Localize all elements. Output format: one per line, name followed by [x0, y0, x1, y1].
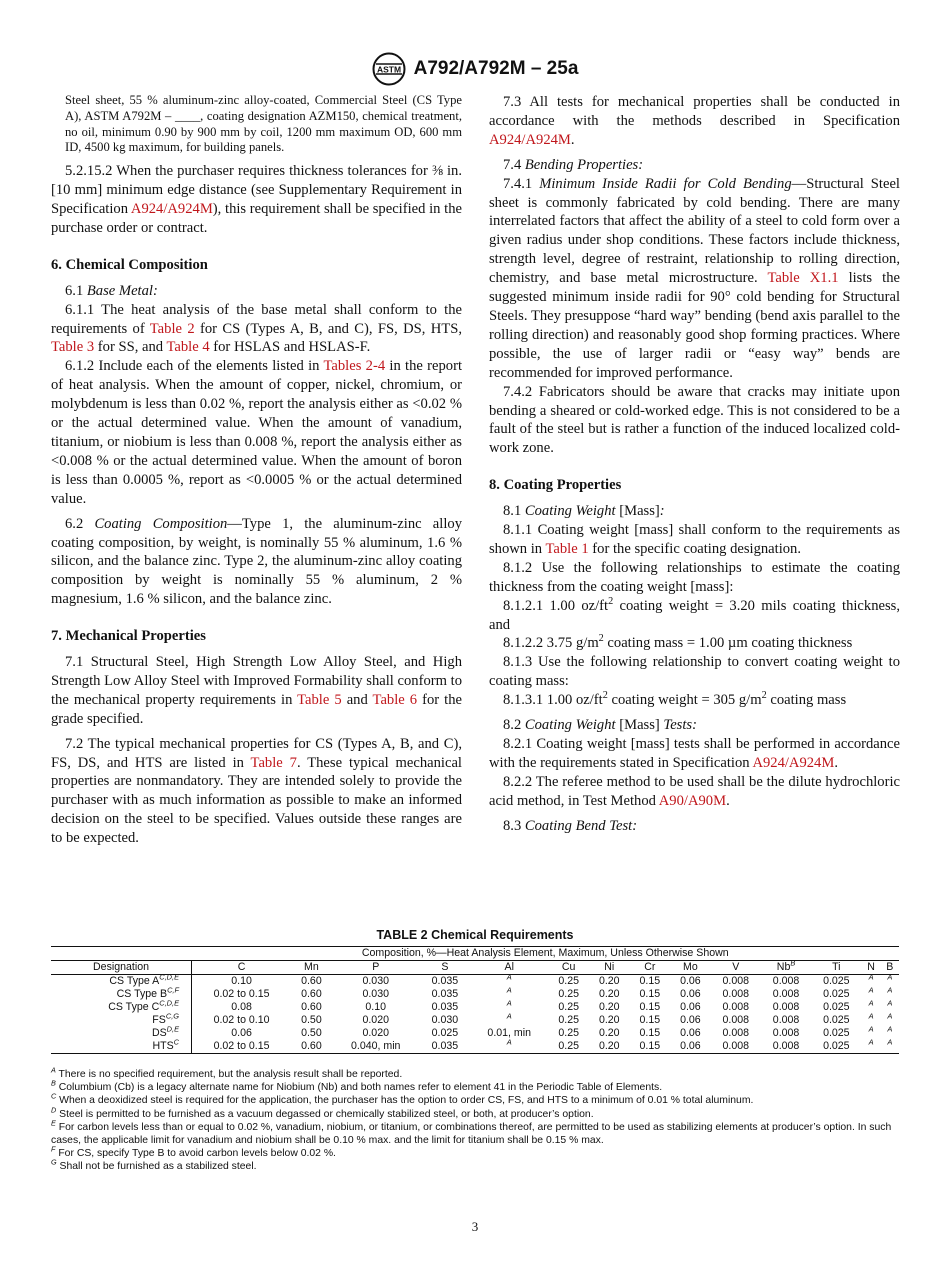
- table-cell: 0.008: [772, 1001, 800, 1013]
- table-cell: A: [868, 972, 874, 982]
- link-table-5[interactable]: Table 5: [297, 691, 342, 708]
- table-corner-cell: [51, 947, 192, 961]
- table-cell: A: [868, 985, 874, 995]
- table-cell: 0.20: [589, 1040, 630, 1054]
- table-cell: 0.60: [301, 988, 322, 1000]
- col-header-p: P: [332, 961, 420, 975]
- table-cell: 0.02 to 0.15: [213, 988, 270, 1000]
- col-header-al: Al: [470, 961, 548, 975]
- table-cell: 0.008: [772, 988, 800, 1000]
- para-6-1-2: 6.1.2 Include each of the elements listed in Tables 2-4 in the report of heat analysis. When the amount of copper, nickel, chromium, or molybdenum is less than 0.02 %, report the analysis either as <0.02 % or the actual determined value. When the amount of vanadium, titanium, or niobium is less than 0.008 %, report the analysis either as <0.008 % or the actual determined value. When the amount of boron is less than 0.0005 %, report as <0.0005 % or the actual determined value.: [51, 358, 462, 507]
- footnote: $^A$ There is no specified requirement, but the analysis result shall be reported.: [51, 1065, 403, 1080]
- row-designation: $FS^{C,G}$: [51, 1014, 192, 1027]
- para-8-1-2-1: 8.1.2.1 1.00 $oz/ft^2$ coating weight = 3.20 mils coating thickness, and: [489, 595, 900, 633]
- para-7-3: 7.3 All tests for mechanical properties shall be conducted in accordance with the methods described in Specification A924/A924M.: [489, 94, 900, 148]
- table-cell: 0.008: [772, 975, 800, 987]
- table-cell: 0.01, min: [487, 1027, 531, 1039]
- table-cell: 0.025: [823, 1027, 850, 1039]
- svg-text:ASTM: ASTM: [376, 64, 401, 75]
- table-cell: A: [506, 1011, 512, 1021]
- col-header-cr: Cr: [630, 961, 671, 975]
- page-number: 3: [471, 1219, 479, 1234]
- para-8-2: 8.2 Coating Weight [Mass] Tests:: [503, 717, 697, 734]
- table-cell: 0.008: [711, 1040, 761, 1054]
- table-cell: 0.25: [558, 1014, 579, 1026]
- section-6-heading: 6. Chemical Composition: [51, 256, 208, 273]
- row-designation: CS Type $B^{C,F}$: [51, 988, 192, 1001]
- table-cell: 0.20: [598, 1014, 620, 1026]
- table-cell: 0.008: [761, 1040, 811, 1054]
- table-cell: 0.025: [811, 1040, 861, 1054]
- para-8-1-2-2: 8.1.2.2 3.75 $g/m^2$ coating mass = 1.00 µm coating thickness: [503, 633, 853, 652]
- para-5-2-15-2: 5.2.15.2 When the purchaser requires thickness tolerances for ⅜ in. [10 mm] minimum edge distance (see Supplementary Requirement in Specification A924/A924M), this requirement shall be specified in the purchase order or contract.: [51, 163, 463, 236]
- row-designation: $DS^{D,E}$: [51, 1027, 192, 1040]
- table-cell: A: [868, 998, 874, 1008]
- table-cell: 0.15: [639, 1001, 661, 1013]
- table-cell: 0.60: [291, 1040, 332, 1054]
- link-table-4[interactable]: Table 4: [166, 339, 210, 356]
- link-a924[interactable]: A924/A924M: [752, 754, 835, 771]
- table-cell: 0.06: [680, 1027, 701, 1039]
- link-a924[interactable]: A924/A924M: [130, 201, 213, 217]
- col-header-n: N: [861, 961, 880, 975]
- table-cell: 0.02 to 0.15: [192, 1040, 292, 1054]
- para-8-2-2: 8.2.2 The referee method to be used shall be the dilute hydrochloric acid method, in Test Method A90/A90M.: [489, 773, 900, 809]
- col-header-mn: Mn: [291, 961, 332, 975]
- table-cell: 0.50: [301, 1027, 322, 1039]
- table-cell: 0.25: [558, 975, 579, 987]
- table-cell: A: [887, 998, 893, 1008]
- table-cell: 0.15: [639, 1014, 661, 1026]
- table-cell: 0.030: [362, 975, 389, 987]
- table-cell: 0.06: [680, 1001, 701, 1013]
- table-cell: 0.008: [772, 1014, 800, 1026]
- table-cell: 0.50: [301, 1014, 322, 1026]
- table-cell: 0.20: [598, 988, 620, 1000]
- table-cell: 0.025: [823, 1001, 850, 1013]
- table-cell: 0.025: [823, 975, 850, 987]
- para-7-1: 7.1 Structural Steel, High Strength Low Alloy Steel, and High Strength Low Alloy Steel with Improved Formability shall conform to the mechanical property requirements in Table 5 and Table 6 for the grade specified.: [51, 654, 462, 727]
- standard-designation: A792/A792M – 25a: [413, 58, 579, 79]
- table-cell: A: [861, 1040, 880, 1054]
- para-8-1: 8.1 Coating Weight [Mass]:: [503, 503, 665, 520]
- section-8-heading: 8. Coating Properties: [489, 477, 622, 494]
- col-header-nb: $Nb^B$: [761, 961, 811, 975]
- table-cell: A: [887, 1024, 893, 1034]
- table-cell: 0.008: [722, 1027, 750, 1039]
- table-cell: 0.08: [231, 1001, 252, 1013]
- col-header-designation: Designation: [51, 961, 192, 975]
- table-cell: 0.15: [630, 1040, 671, 1054]
- link-table-1[interactable]: Table 1: [545, 540, 589, 557]
- table-cell: 0.60: [301, 1001, 322, 1013]
- table-cell: 0.25: [558, 1001, 579, 1013]
- para-6-2: 6.2 Coating Composition—Type 1, the aluminum-zinc alloy coating composition, by weight, is nominally 55 % aluminum, 1.6 % silicon, and the balance zinc. Type 2, the aluminum-zinc alloy coating composition by weight is nominally 55 % aluminum, 2 % magnesium, 1.6 % silicon, and the balance zinc.: [51, 515, 462, 608]
- para-8-1-2: 8.1.2 Use the following relationships to estimate the coating thickness from the coating weight [mass]:: [489, 559, 900, 595]
- table-cell: 0.10: [231, 975, 252, 987]
- table-cell: 0.10: [365, 1001, 387, 1013]
- link-table-3[interactable]: Table 3: [51, 339, 95, 356]
- col-header-cu: Cu: [548, 961, 589, 975]
- table-cell: 0.020: [362, 1014, 389, 1026]
- para-8-2-1: 8.2.1 Coating weight [mass] tests shall be performed in accordance with the requirements stated in Specification A924/A924M.: [489, 736, 900, 771]
- para-8-1-3: 8.1.3 Use the following relationship to convert coating weight to coating mass:: [489, 654, 900, 690]
- table-cell: A: [506, 972, 512, 982]
- table-cell: A: [506, 998, 512, 1008]
- col-header-ni: Ni: [589, 961, 630, 975]
- para-7-4-1: 7.4.1 Minimum Inside Radii for Cold Bending—Structural Steel sheet is commonly fabricated by cold bending. There are many interrelated factors that affect the ability of a steel to cold form over a given radius under shop conditions. These factors include thickness, strength level, degree of restraint, relationship to rolling direction, chemistry, and base metal microstructure. Table X1.1 lists the suggested minimum inside radii for 90° cold bending for Structural Steels. They presuppose “hard way” bending (bend axis parallel to the rolling direction) and reasonably good shop forming practices. Where possible, the use of larger radii or “easy way” bends are recommended for improved performance.: [489, 175, 900, 381]
- table-cell: 0.035: [431, 1001, 459, 1013]
- section-7-heading: 7. Mechanical Properties: [51, 628, 206, 645]
- table-cell: 0.25: [558, 988, 579, 1000]
- para-7-4: 7.4 Bending Properties:: [503, 156, 644, 173]
- col-header-mo: Mo: [670, 961, 711, 975]
- astm-logo-icon: [372, 52, 406, 86]
- table-body: [51, 972, 899, 1054]
- footnote: $^C$ When a deoxidized steel is required for the application, the purchaser has the option to order CS, FS, and HTS to a minimum of 0.01 % total aluminum.: [51, 1091, 754, 1107]
- table-cell: 0.15: [639, 988, 661, 1000]
- table-cell: A: [868, 1024, 874, 1034]
- table-cell: 0.20: [598, 1027, 620, 1039]
- para-8-3: 8.3 Coating Bend Test:: [503, 817, 638, 834]
- footnote: $^D$ Steel is permitted to be furnished as a vacuum degassed or chemically stabilized steel, or both, at producer’s option.: [51, 1105, 594, 1120]
- table-cell: A: [881, 1040, 899, 1054]
- link-table-x1-1[interactable]: Table X1.1: [767, 270, 839, 287]
- row-designation: CS Type $A^{C,D,E}$: [51, 975, 192, 989]
- footnote: $^B$ Columbium (Cb) is a legacy alternate name for Niobium (Nb) and both names refer to element 41 in the Periodic Table of Elements.: [51, 1078, 663, 1094]
- table-cell: 0.06: [231, 1027, 252, 1039]
- table-cell: 0.035: [431, 988, 459, 1000]
- para-6-1: 6.1 Base Metal:: [65, 282, 158, 299]
- para-8-1-3-1: 8.1.3.1 1.00 $oz/ft^2$ coating weight = 305 $g/m^2$ coating mass: [503, 690, 847, 709]
- example-text: Steel sheet, 55 % aluminum-zinc alloy-coated, Commercial Steel (CS Type A), ASTM A792M – ____, coating designation AZM150, chemical treatment, no oil, minimum 0.90 by 900 mm by coil, 1200 mm maximum OD, 600 mm ID, 4500 kg maximum, for building panels.: [65, 93, 462, 155]
- row-designation: CS Type $C^{C,D,E}$: [51, 1001, 192, 1014]
- table-cell: 0.06: [680, 988, 701, 1000]
- table-cell: 0.06: [670, 1040, 711, 1054]
- table-cell: 0.25: [548, 1040, 589, 1054]
- table-cell: 0.035: [420, 1040, 470, 1054]
- footnote: $^E$ For carbon levels less than or equal to 0.02 %, vanadium, niobium, or titanium, or combinations thereof, are permitted to be used as stabilizing elements at producer’s option. In such cases, the applicable limit for vanadium and niobium shall be 0.10 % max. and the limit for titanium shall be 0.15 % max.: [51, 1118, 892, 1147]
- table-cell: 0.06: [680, 975, 701, 987]
- link-table-7[interactable]: Table 7: [250, 754, 297, 771]
- table-cell: 0.008: [722, 1014, 750, 1026]
- row-designation: $HTS^C$: [51, 1040, 192, 1054]
- table-cell: 0.15: [639, 1027, 661, 1039]
- col-header-s: S: [420, 961, 470, 975]
- table-span-header: Composition, %—Heat Analysis Element, Maximum, Unless Otherwise Shown: [192, 947, 899, 961]
- table-cell: 0.030: [362, 988, 389, 1000]
- table-cell: 0.25: [558, 1027, 579, 1039]
- table-cell: 0.025: [823, 1014, 850, 1026]
- table-cell: A: [868, 1011, 874, 1021]
- link-tables-2-4[interactable]: Tables 2-4: [323, 358, 386, 375]
- right-column: [489, 93, 900, 836]
- table-cell: 0.20: [598, 975, 620, 987]
- table-cell: A: [887, 985, 893, 995]
- link-table-2[interactable]: Table 2: [149, 320, 195, 337]
- col-header-v: V: [711, 961, 761, 975]
- table-cell: 0.025: [823, 988, 850, 1000]
- table-cell: 0.008: [722, 1001, 750, 1013]
- table-cell: 0.030: [431, 1014, 459, 1026]
- footnote: $^G$ Shall not be furnished as a stabilized steel.: [51, 1157, 257, 1173]
- table-row: [51, 1040, 899, 1054]
- table-cell: A: [506, 985, 512, 995]
- table-cell: 0.20: [598, 1001, 620, 1013]
- link-a924[interactable]: A924/A924M: [489, 131, 571, 148]
- left-column: [51, 93, 462, 848]
- col-header-ti: Ti: [811, 961, 861, 975]
- table-2-title: TABLE 2 Chemical Requirements: [376, 928, 574, 942]
- chemical-requirements-table: [51, 946, 899, 1054]
- para-7-4-2: 7.4.2 Fabricators should be aware that cracks may initiate upon bending a sheared or cold-worked edge. This is not considered to be a fault of the steel but is rather a function of the induced localized cold-work zone.: [489, 383, 900, 457]
- table-cell: 0.020: [362, 1027, 389, 1039]
- table-cell: 0.15: [639, 975, 661, 987]
- table-cell: 0.008: [722, 975, 750, 987]
- table-footnotes: [51, 1065, 899, 1174]
- link-a90[interactable]: A90/A90M: [658, 792, 727, 809]
- para-7-2: 7.2 The typical mechanical properties for CS (Types A, B, and C), FS, DS, and HTS are listed in Table 7. These typical mechanical properties are nonmandatory. They are intended solely to provide the purchaser with as much information as possible to make an informed decision on the steel to be specified. Values outside these ranges are to be expected.: [51, 735, 462, 847]
- table-cell: 0.040, min: [332, 1040, 420, 1054]
- table-cell: 0.60: [301, 975, 322, 987]
- table-cell: A: [470, 1040, 548, 1054]
- footnote: $^F$ For CS, specify Type B to avoid carbon levels below 0.02 %.: [51, 1144, 336, 1160]
- table-cell: 0.035: [431, 975, 459, 987]
- table-cell: 0.008: [722, 988, 750, 1000]
- table-cell: 0.025: [431, 1027, 459, 1039]
- table-cell: 0.008: [772, 1027, 800, 1039]
- table-cell: A: [887, 972, 893, 982]
- page-header: [0, 52, 950, 86]
- para-6-1-1: 6.1.1 The heat analysis of the base metal shall conform to the requirements of Table 2 for CS (Types A, B, and C), FS, DS, HTS, Table 3 for SS, and Table 4 for HSLAS and HSLAS-F.: [51, 301, 462, 356]
- col-header-b: B: [881, 961, 899, 975]
- table-cell: A: [887, 1011, 893, 1021]
- link-table-6[interactable]: Table 6: [372, 691, 418, 708]
- table-cell: 0.06: [680, 1014, 701, 1026]
- col-header-c: C: [192, 961, 292, 975]
- table-cell: 0.02 to 0.10: [213, 1014, 270, 1026]
- para-8-1-1: 8.1.1 Coating weight [mass] shall conform to the requirements as shown in Table 1 for the specific coating designation.: [489, 522, 900, 557]
